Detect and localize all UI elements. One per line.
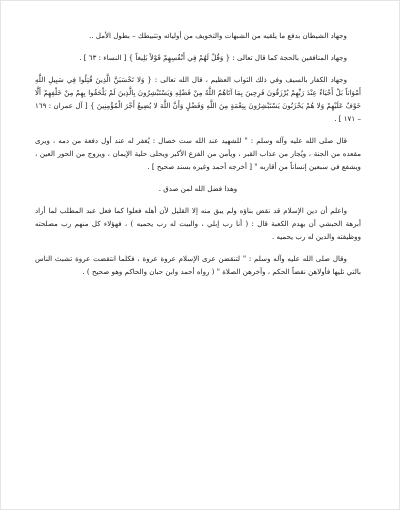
- paragraph-satan-jihad: وجهاد الشيطان بدفع ما يلقيه من الشبهات والتخويف من أوليائه وتثبيطك – بطول الأمل ..: [89, 31, 347, 40]
- paragraph-hypocrites-jihad: وجهاد المنافقين بالحجة كما قال تعالى : { وَقُلْ لَهُمْ فِي أَنْفُسِهِمْ قَوْلاً بَلِيغاً } [ النساء : ٦٣ ] .: [79, 53, 347, 62]
- paragraph-disbelievers-jihad: وجهاد الكفار بالسيف وفي ذلك الثواب العظيم ، قال الله تعالى : { وَلا تَحْسَبَنَّ الَّذِينَ قُتِلُوا فِي سَبِيلِ اللَّهِ أَمْوَاتاً بَلْ أَحْيَاءٌ عِنْدَ رَبِّهِمْ يُرْزَقُونَ فَرِحِينَ بِمَا آتَاهُمُ اللَّهُ مِنْ فَضْلِهِ وَيَسْتَبْشِرُونَ بِالَّذِينَ لَمْ يَلْحَقُوا بِهِمْ مِنْ خَلْفِهِمْ أَلَّا خَوْفٌ عَلَيْهِمْ وَلا هُمْ يَحْزَنُونَ يَسْتَبْشِرُونَ بِنِعْمَةٍ مِنَ اللَّهِ وَفَضْلٍ وَأَنَّ اللَّهَ لا يُضِيعُ أَجْرَ الْمُؤْمِنِينَ } [ آل عمران : ١٦٩ – ١٧١ ] .: [35, 75, 361, 123]
- document-body: [35, 29, 361, 287]
- paragraph-martyr-hadith: قال صلى الله عليه وآله وسلم : " للشهيد عند الله ست خصال : يُغفر له عند أول دفعة من دمه ، ويرى مقعده من الجنة ، ويُجار من عذاب القبر ، ويأمن من الفزع الأكبر ويحلى حلية الإيمان ، ويزوج من الحور العين ، ويشفع في سبعين إنساناً من أقاربه " [ أخرجه أحمد وغيره بسند صحيح ] .: [35, 136, 361, 171]
- paragraph-grace: وهذا فضل الله لمن صدق .: [158, 184, 238, 193]
- paragraph-islam-decline: واعلم أن دين الإسلام قد نقض بناؤه ولم يبق منه إلا القليل لأن أهله فعلوا كما فعل عبد المطلب لما أراد أبرهة الحبشي أن يهدم الكعبة قال : ( أنا رب إبلي ، والبيت له رب يحميه ) ، فهؤلاء كل منهم رب مصلحته ووظيفته والدين له رب يحميه .: [35, 206, 361, 241]
- paragraph-ties-hadith: وقال صلى الله عليه وآله وسلم : " لتنقضن عرى الإسلام عروة عروة ، فكلما انتقضت عروة تشبث الناس بالتي تليها فأولاهن نقضاً الحكم ، وآخرهن الصلاة " ( رواه أحمد وابن حبان والحاكم وهو صحيح ) .: [35, 254, 361, 276]
